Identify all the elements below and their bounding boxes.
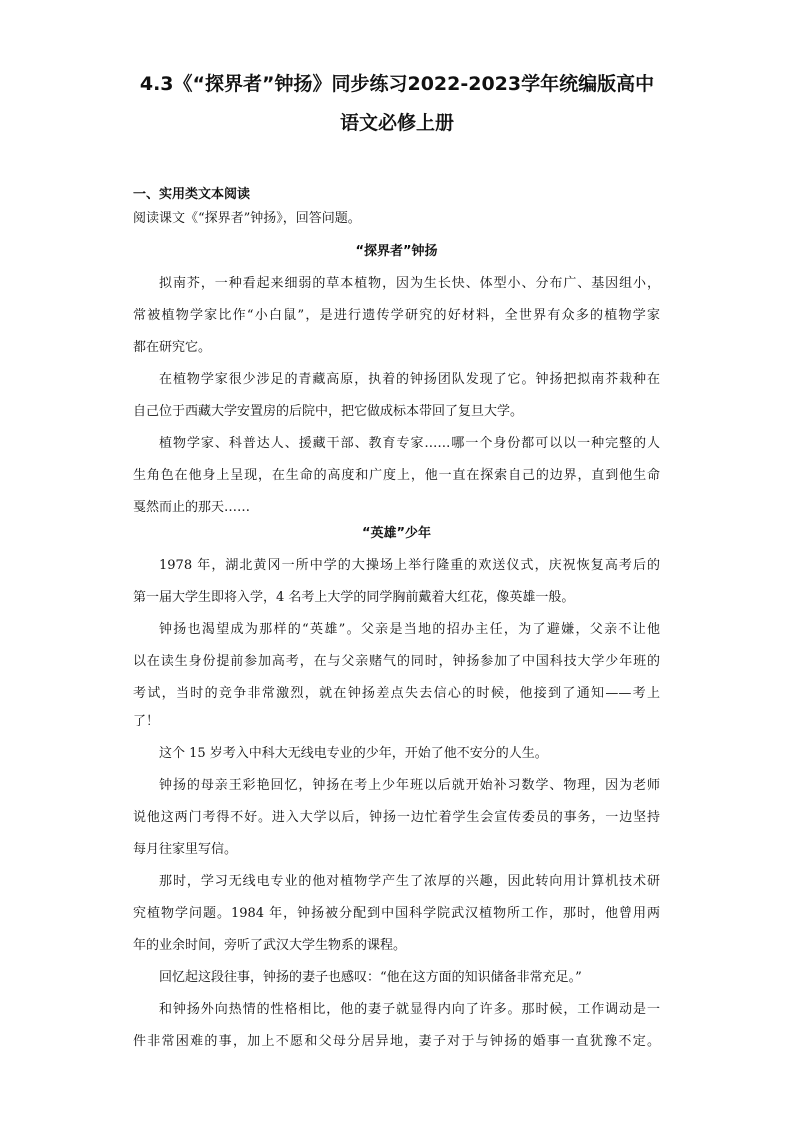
paragraph-line: 1978 年，湖北黄冈一所中学的大操场上举行隆重的欢送仪式，庆祝恢复高考后的 [159,558,660,573]
paragraph-line: 年的业余时间，旁听了武汉大学生物系的课程。 [133,938,407,953]
section-subtitle: “英雄”少年 [361,526,432,541]
document-title-line-1: 4.3《“探界者”钟扬》同步练习2022-2023学年统编版高中 [139,73,655,95]
paragraph-line: 每月往家里写信。 [133,842,238,857]
paragraph-line: 了！ [133,714,160,729]
paragraph-line: 件非常困难的事，加上不愿和父母分居异地，妻子对于与钟扬的婚事一直犹豫不定。 [133,1034,660,1049]
paragraph-line: 自己位于西藏大学安置房的后院中，把它做成标本带回了复旦大学。 [133,404,524,419]
paragraph-line: 钟扬的母亲王彩艳回忆，钟扬在考上少年班以后就开始补习数学、物理，因为老师 [159,778,660,793]
paragraph-line: 这个 15 岁考入中科大无线电专业的少年，开始了他不安分的人生。 [159,746,548,761]
paragraph-line: 植物学家、科普达人、援藏干部、教育专家……哪一个身份都可以以一种完整的人 [159,436,660,451]
paragraph-line: 考试，当时的竞争非常激烈，就在钟扬差点失去信心的时候，他接到了通知——考上 [133,686,660,701]
document-title-line-2: 语文必修上册 [339,112,454,134]
paragraph-line: 那时，学习无线电专业的他对植物学产生了浓厚的兴趣，因此转向用计算机技术研 [159,874,660,889]
article-title: “探界者”钟扬 [355,244,438,259]
paragraph-line: 生角色在他身上呈现，在生命的高度和广度上，他一直在探索自己的边界，直到他生命 [133,468,660,483]
paragraph-line: 戛然而止的那天…… [133,500,251,515]
paragraph-line: 以在读生身份提前参加高考，在与父亲赌气的同时，钟扬参加了中国科技大学少年班的 [133,654,660,669]
paragraph-line: 常被植物学家比作“小白鼠”，是进行遗传学研究的好材料，全世界有众多的植物学家 [133,308,660,323]
paragraph-line: 钟扬也渴望成为那样的“英雄”。父亲是当地的招办主任，为了避嫌，父亲不让他 [159,622,660,637]
paragraph-line: 回忆起这段往事，钟扬的妻子也感叹：“他在这方面的知识储备非常充足。” [159,970,582,985]
paragraph-line: 究植物学问题。1984 年，钟扬被分配到中国科学院武汉植物所工作，那时，他曾用两 [133,906,660,921]
paragraph-line: 在植物学家很少涉足的青藏高原，执着的钟扬团队发现了它。钟扬把拟南芥栽种在 [159,372,660,387]
paragraph-line: 说他这两门考得不好。进入大学以后，钟扬一边忙着学生会宣传委员的事务，一边坚持 [133,810,660,825]
paragraph-line: 第一届大学生即将入学，4 名考上大学的同学胸前戴着大红花，像英雄一般。 [133,590,575,605]
paragraph-line: 拟南芥，一种看起来细弱的草本植物，因为生长快、体型小、分布广、基因组小， [159,276,660,291]
paragraph-line: 和钟扬外向热情的性格相比，他的妻子就显得内向了许多。那时候，工作调动是一 [159,1002,660,1017]
reading-instruction: 阅读课文《“探界者”钟扬》，回答问题。 [133,211,361,226]
section-heading: 一、实用类文本阅读 [133,187,251,202]
paragraph-line: 都在研究它。 [133,340,212,355]
